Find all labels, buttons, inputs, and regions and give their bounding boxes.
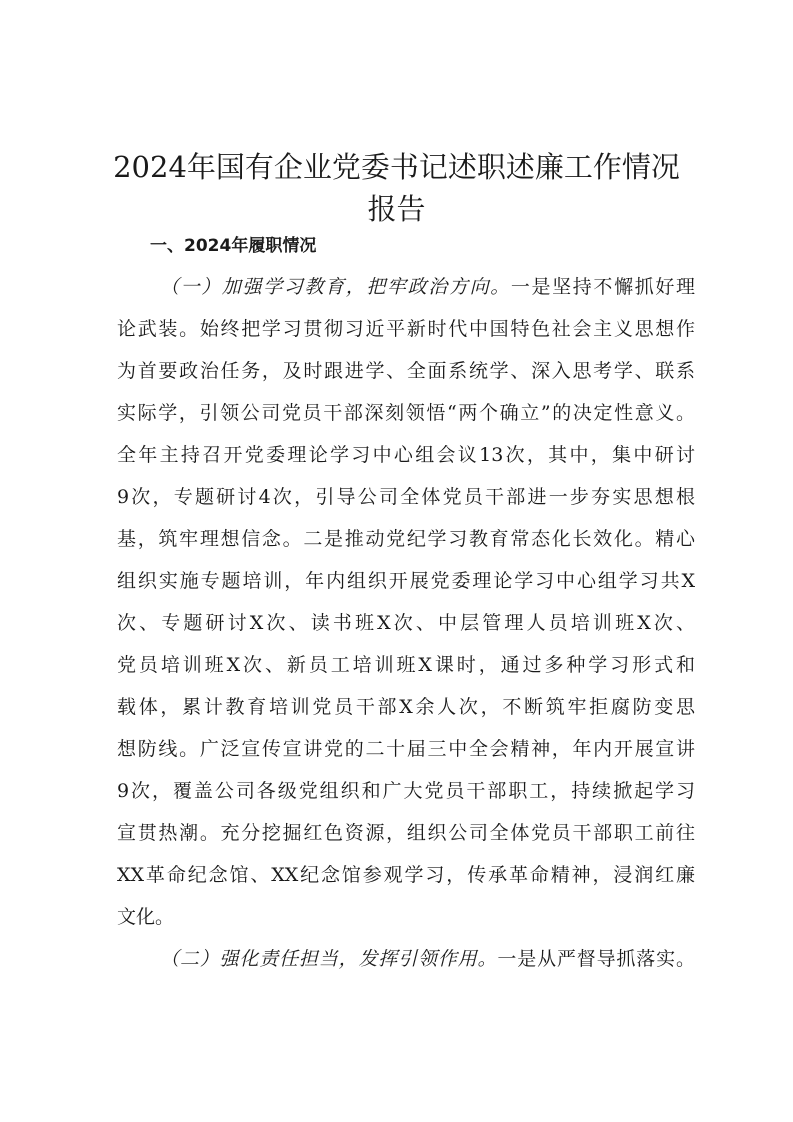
- paragraph-2-line-1: [160, 942, 695, 976]
- paragraph-1-line: 载体，累计教育培训党员干部X余人次，不断筑牢拒腐防变思: [117, 696, 695, 718]
- paragraph-1-line: 党员培训班X次、新员工培训班X课时，通过多种学习形式和: [117, 654, 695, 676]
- paragraph-2-line-1-rest: 一是从严督导抓落实。: [497, 948, 695, 970]
- paragraph-1-line-1: [160, 270, 695, 304]
- paragraph-1-line: 次、专题研讨X次、读书班X次、中层管理人员培训班X次、: [117, 612, 695, 634]
- paragraph-1-line: 基，筑牢理想信念。二是推动党纪学习教育常态化长效化。精心: [117, 528, 695, 550]
- paragraph-2-lead: （二）强化责任担当，发挥引领作用。: [160, 948, 498, 970]
- paragraph-1-line: 宣贯热潮。充分挖掘红色资源，组织公司全体党员干部职工前往: [117, 822, 695, 844]
- paragraph-1-line: 为首要政治任务，及时跟进学、全面系统学、深入思考学、联系: [117, 360, 695, 382]
- document-title-line-2: 报告: [367, 192, 426, 226]
- paragraph-1-line-last: 文化。: [117, 906, 175, 928]
- paragraph-1-line: XX革命纪念馆、XX纪念馆参观学习，传承革命精神，浸润红廉: [117, 864, 695, 886]
- paragraph-1-line: 实际学，引领公司党员干部深刻领悟“两个确立”的决定性意义。: [117, 402, 695, 424]
- paragraph-1-line: 论武装。始终把学习贯彻习近平新时代中国特色社会主义思想作: [117, 318, 695, 340]
- paragraph-1-lead: （一）加强学习教育，把牢政治方向。: [160, 276, 511, 298]
- paragraph-1-line: 9次，专题研讨4次，引导公司全体党员干部进一步夯实思想根: [117, 486, 695, 508]
- document-title-line-1: 2024年国有企业党委书记述职述廉工作情况: [113, 150, 680, 184]
- section-heading-1: 一、2024年履职情况: [150, 236, 317, 256]
- paragraph-1-line: 9次，覆盖公司各级党组织和广大党员干部职工，持续掀起学习: [117, 780, 695, 802]
- paragraph-1-line: 组织实施专题培训，年内组织开展党委理论学习中心组学习共X: [117, 570, 695, 592]
- paragraph-1-line: 全年主持召开党委理论学习中心组会议13次，其中，集中研讨: [117, 444, 695, 466]
- paragraph-1-line: 想防线。广泛宣传宣讲党的二十届三中全会精神，年内开展宣讲: [117, 738, 695, 760]
- paragraph-1-line-1-rest: 一是坚持不懈抓好理: [510, 276, 695, 298]
